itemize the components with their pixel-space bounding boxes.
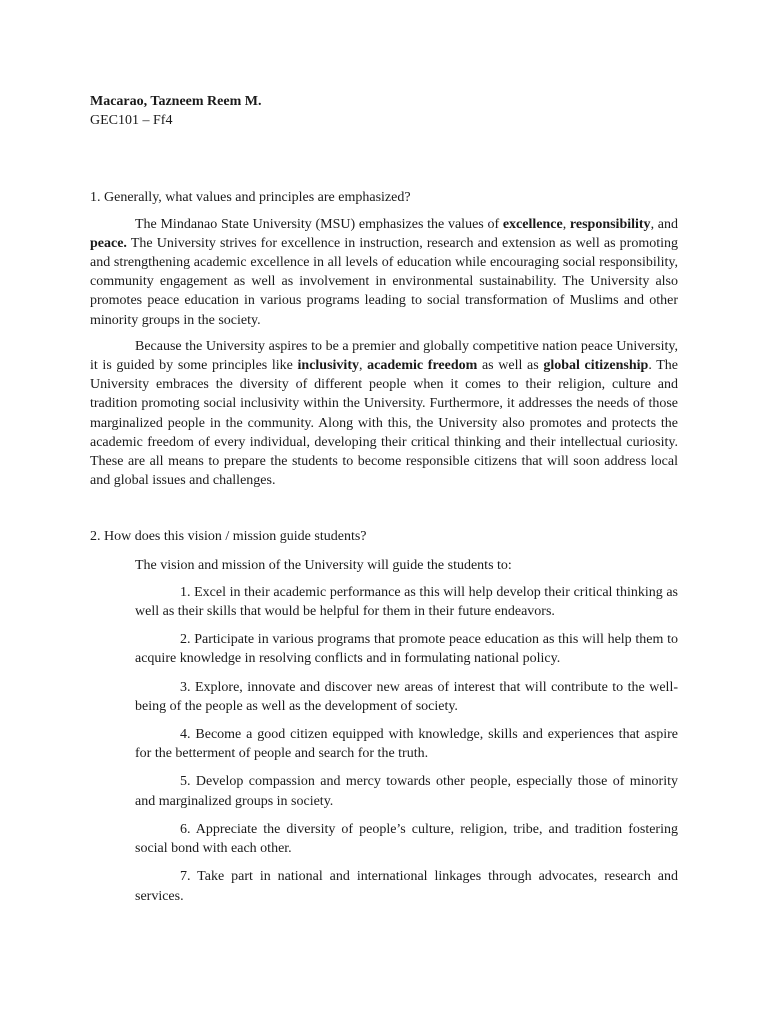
list-item: 2. Participate in various programs that promote peace education as this will help them to acquire knowledge in resolving conflicts and in formulating national policy. <box>135 632 678 667</box>
document-page <box>90 92 678 915</box>
answer-1-paragraph-1: The Mindanao State University (MSU) emphasizes the values of excellence, responsibility, and peace. The University strives for excellence in instruction, research and extension as well as promoting and strengthening academic excellence in all levels of education while encouraging social responsibility, community engagement as well as involvement in environmental sustainability. The University also promotes peace education in various programs leading to social transformation of Muslims and other minority groups in the society. <box>90 216 678 328</box>
author-name: Macarao, Tazneem Reem M. <box>90 94 262 109</box>
list-item: 7. Take part in national and international linkages through advocates, research and services. <box>135 869 678 904</box>
list-item: 3. Explore, innovate and discover new areas of interest that will contribute to the well-being of the people as well as the development of society. <box>135 679 678 714</box>
section-gap <box>90 497 678 527</box>
list-item: 4. Become a good citizen equipped with knowledge, skills and experiences that aspire for the betterment of people and search for the truth. <box>135 727 678 762</box>
list-item: 6. Appreciate the diversity of people’s culture, religion, tribe, and tradition fostering social bond with each other. <box>135 821 678 857</box>
principle-global-citizenship: global citizenship <box>543 358 649 374</box>
answer-1-paragraph-2: Because the University aspires to be a premier and globally competitive nation peace University, it is guided by some principles like inclusivity, academic freedom as well as global citizenship. The University embraces the diversity of different people when it comes to their religion, culture and tradition promoting social inclusivity within the University. Furthermore, it addresses the needs of those marginalized people in the community. Along with this, the University also promotes and protects the academic freedom of every individual, developing their critical thinking and their intellectual curiosity. These are all means to prepare the students to become responsible citizens that will soon address local and global issues and challenges. <box>90 338 678 489</box>
answer-2-intro: The vision and mission of the University will guide the students to: <box>135 557 512 573</box>
principle-academic-freedom: academic freedom <box>367 358 478 374</box>
list-item: 1. Excel in their academic performance as this will help develop their critical thinking as well as their skills that would be helpful for them in their future endeavors. <box>135 584 678 620</box>
value-peace: peace. <box>90 235 127 251</box>
list-item: 5. Develop compassion and mercy towards other people, especially those of minority and marginalized groups in society. <box>135 774 678 809</box>
principle-inclusivity: inclusivity <box>297 358 359 374</box>
value-responsibility: responsibility <box>569 216 651 232</box>
question-1: 1. Generally, what values and principles are emphasized? <box>90 190 411 206</box>
question-2: 2. How does this vision / mission guide students? <box>90 529 367 545</box>
course-code: GEC101 – Ff4 <box>90 113 173 129</box>
value-excellence: excellence <box>502 216 563 232</box>
